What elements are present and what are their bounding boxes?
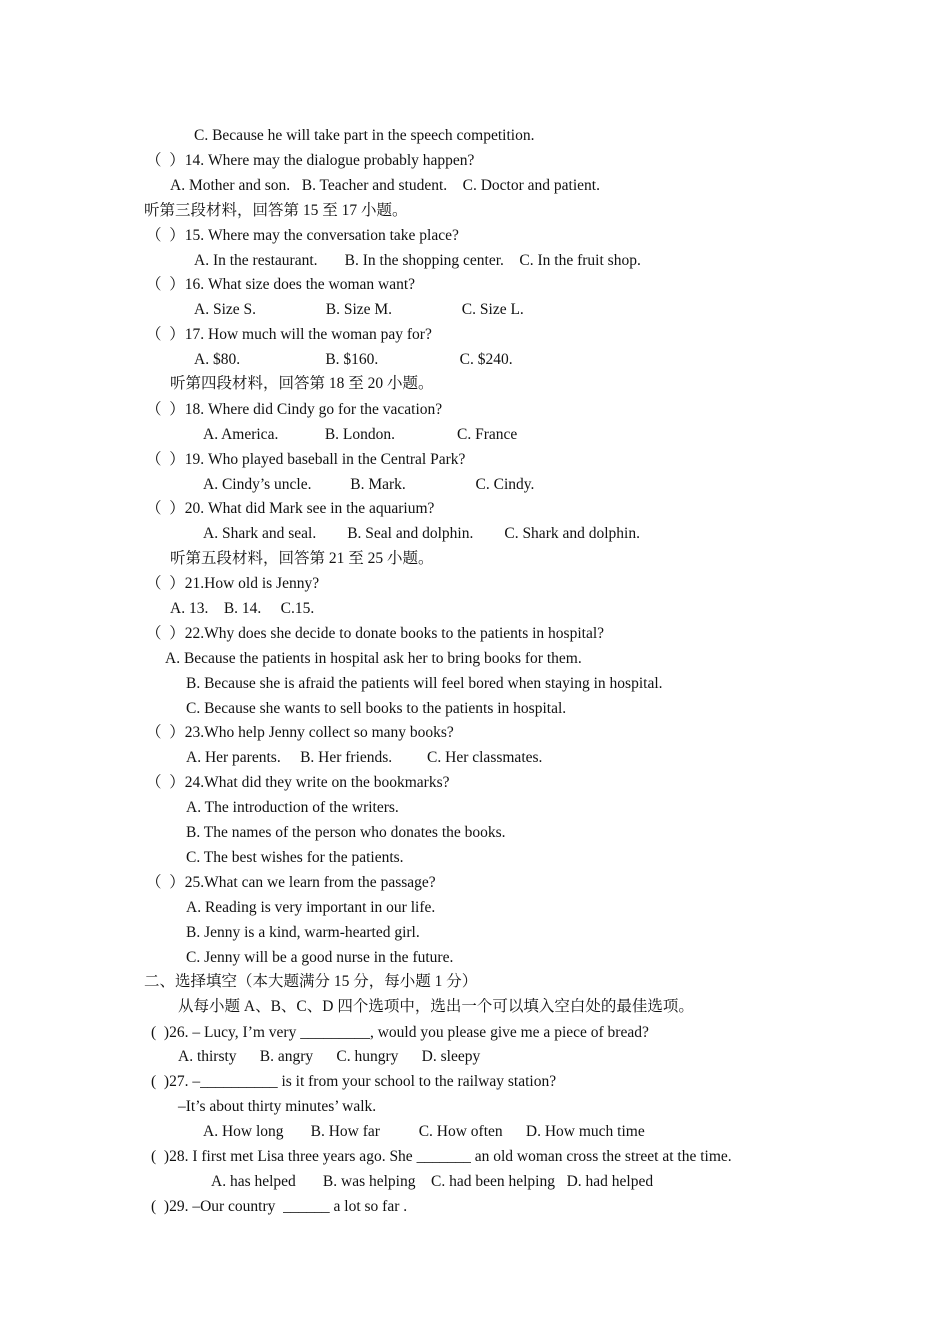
question-line: ( )27. –__________ is it from your school to the railway station? xyxy=(151,1073,557,1090)
option-line: A. Shark and seal. B. Seal and dolphin. C. Shark and dolphin. xyxy=(203,525,640,542)
dialogue-line: –It’s about thirty minutes’ walk. xyxy=(178,1098,377,1115)
option-line: A. thirsty B. angry C. hungry D. sleepy xyxy=(178,1048,481,1065)
section-instruction: 听第四段材料，回答第 18 至 20 小题。 xyxy=(170,375,434,392)
option-line: A. Her parents. B. Her friends. C. Her classmates. xyxy=(186,749,543,766)
option-line: A. In the restaurant. B. In the shopping center. C. In the fruit shop. xyxy=(194,252,641,269)
section-instruction: 听第三段材料，回答第 15 至 17 小题。 xyxy=(144,202,408,219)
question-line: ( )26. – Lucy, I’m very _________, would you please give me a piece of bread? xyxy=(151,1024,649,1041)
option-line: C. Because he will take part in the speech competition. xyxy=(194,127,535,144)
option-line: A. Because the patients in hospital ask her to bring books for them. xyxy=(165,650,582,667)
question-line: （ ）25.What can we learn from the passage? xyxy=(146,874,436,891)
option-line: B. Because she is afraid the patients will feel bored when staying in hospital. xyxy=(186,675,663,692)
question-line: （ ）24.What did they write on the bookmarks? xyxy=(146,774,450,791)
option-line: C. The best wishes for the patients. xyxy=(186,849,404,866)
question-line: （ ）15. Where may the conversation take place? xyxy=(146,227,459,244)
option-line: A. has helped B. was helping C. had been helping D. had helped xyxy=(211,1173,654,1190)
question-line: （ ）18. Where did Cindy go for the vacation? xyxy=(146,401,443,418)
option-line: A. Reading is very important in our life. xyxy=(186,899,436,916)
option-line: C. Jenny will be a good nurse in the future. xyxy=(186,949,454,966)
option-line: A. How long B. How far C. How often D. How much time xyxy=(203,1123,645,1140)
question-line: （ ）20. What did Mark see in the aquarium? xyxy=(146,500,435,517)
option-line: A. The introduction of the writers. xyxy=(186,799,399,816)
question-line: （ ）22.Why does she decide to donate books to the patients in hospital? xyxy=(146,625,605,642)
option-line: A. America. B. London. C. France xyxy=(203,426,518,443)
option-line: A. $80. B. $160. C. $240. xyxy=(194,351,513,368)
option-line: A. Mother and son. B. Teacher and student. C. Doctor and patient. xyxy=(170,177,600,194)
question-line: （ ）17. How much will the woman pay for? xyxy=(146,326,432,343)
question-line: ( )29. –Our country ______ a lot so far . xyxy=(151,1198,408,1215)
section-instruction: 听第五段材料，回答第 21 至 25 小题。 xyxy=(170,550,434,567)
option-line: A. Cindy’s uncle. B. Mark. C. Cindy. xyxy=(203,476,535,493)
section-instruction: 从每小题 A、B、C、D 四个选项中，选出一个可以填入空白处的最佳选项。 xyxy=(178,998,694,1015)
option-line: B. The names of the person who donates the books. xyxy=(186,824,506,841)
question-line: （ ）19. Who played baseball in the Central Park? xyxy=(146,451,466,468)
section-heading: 二、选择填空（本大题满分 15 分，每小题 1 分） xyxy=(144,973,478,990)
question-line: （ ）21.How old is Jenny? xyxy=(146,575,320,592)
question-line: （ ）23.Who help Jenny collect so many books? xyxy=(146,724,454,741)
question-line: ( )28. I first met Lisa three years ago. She _______ an old woman cross the street at the time. xyxy=(151,1148,732,1165)
option-line: A. 13. B. 14. C.15. xyxy=(170,600,315,617)
option-line: B. Jenny is a kind, warm-hearted girl. xyxy=(186,924,420,941)
question-line: （ ）14. Where may the dialogue probably happen? xyxy=(146,152,475,169)
option-line: A. Size S. B. Size M. C. Size L. xyxy=(194,301,524,318)
question-line: （ ）16. What size does the woman want? xyxy=(146,276,416,293)
option-line: C. Because she wants to sell books to the patients in hospital. xyxy=(186,700,567,717)
